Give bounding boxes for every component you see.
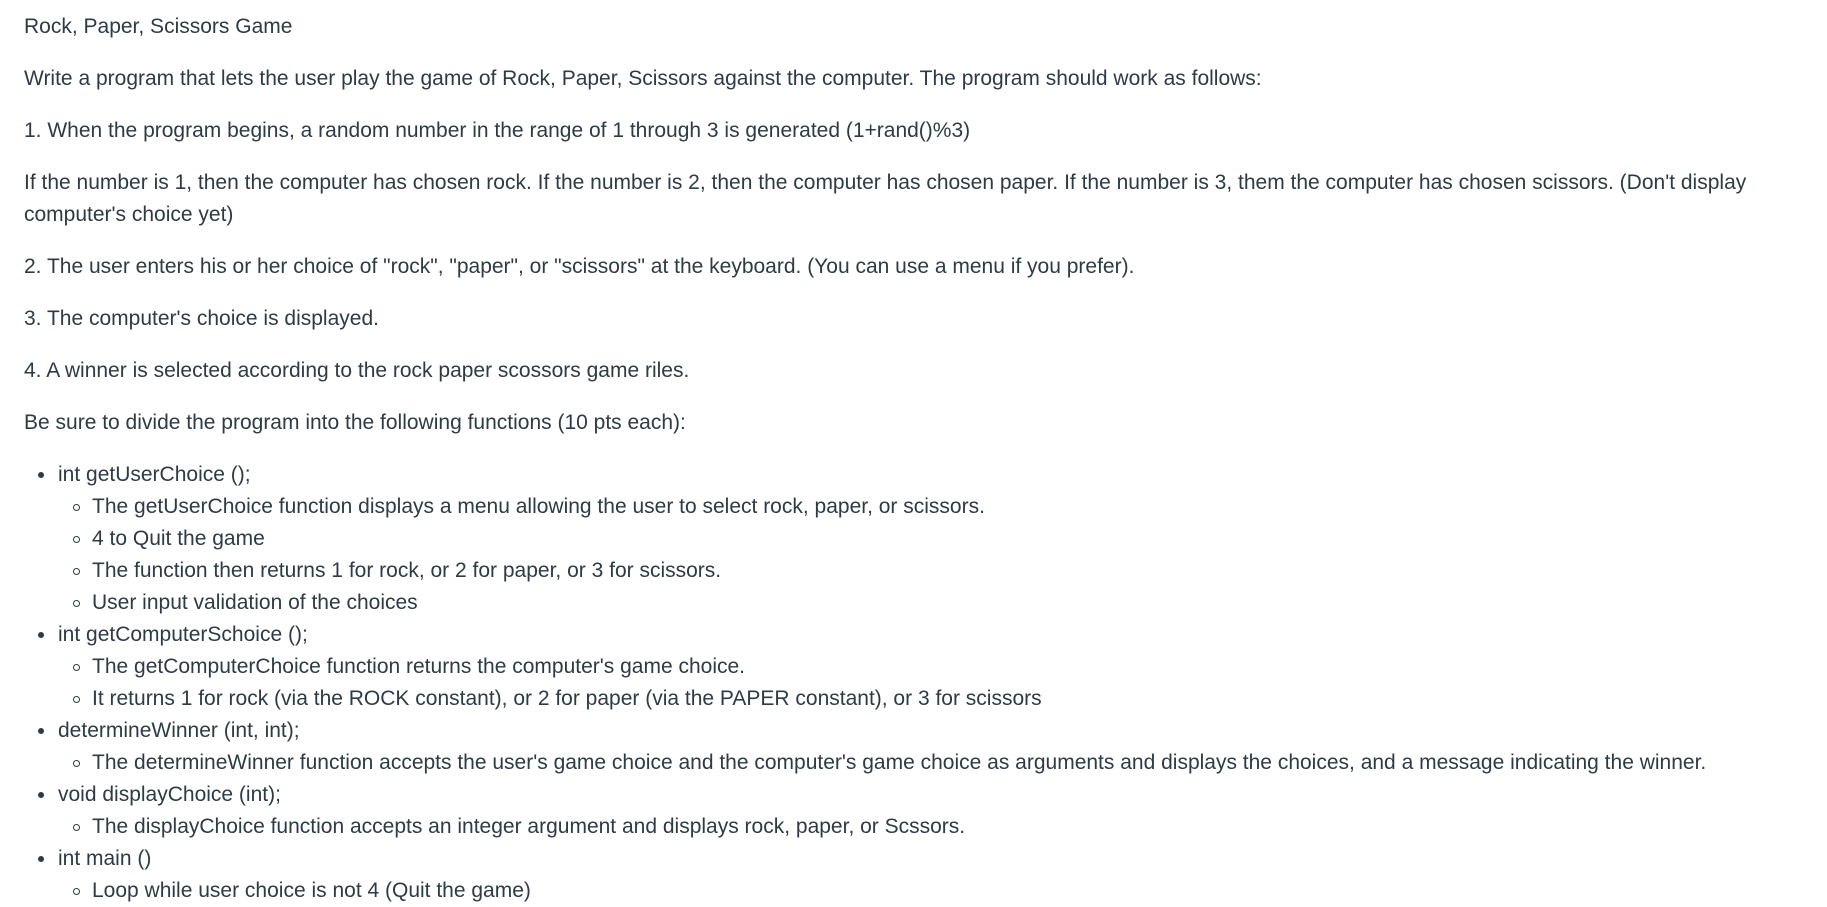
function-item-display-choice	[24, 779, 1803, 843]
functions-heading: Be sure to divide the program into the following functions (10 pts each):	[24, 411, 686, 434]
circle-bullet-icon	[73, 888, 80, 895]
circle-bullet-icon	[73, 696, 80, 703]
circle-bullet-icon	[73, 504, 80, 511]
detail-text: The displayChoice function accepts an integer argument and displays rock, paper, or Scssors.	[92, 815, 966, 838]
bullet-icon	[38, 472, 44, 478]
function-signature: int main ()	[58, 847, 152, 870]
function-signature: determineWinner (int, int);	[58, 719, 300, 742]
function-signature: void displayChoice (int);	[58, 783, 281, 806]
circle-bullet-icon	[73, 760, 80, 767]
function-details	[58, 747, 1803, 779]
function-item-determine-winner	[24, 715, 1803, 779]
detail-item	[58, 587, 1803, 619]
detail-item	[58, 555, 1803, 587]
circle-bullet-icon	[73, 536, 80, 543]
step-1-paragraph: 1. When the program begins, a random number in the range of 1 through 3 is generated (1+rand()%3)	[24, 119, 971, 142]
function-signature: int getUserChoice ();	[58, 463, 251, 486]
detail-item	[58, 651, 1803, 683]
bullet-icon	[38, 728, 44, 734]
bullet-icon	[38, 856, 44, 862]
detail-text: 4 to Quit the game	[92, 527, 265, 550]
step-4-paragraph: 4. A winner is selected according to the rock paper scossors game riles.	[24, 359, 690, 382]
function-details	[58, 651, 1803, 715]
function-details	[58, 811, 1803, 843]
detail-text: Loop while user choice is not 4 (Quit the game)	[92, 879, 531, 902]
page-title: Rock, Paper, Scissors Game	[24, 15, 293, 38]
random-choice-paragraph: If the number is 1, then the computer has chosen rock. If the number is 2, then the computer has chosen paper. If the number is 3, them the computer has chosen scissors. (Don't display computer's choice yet)	[24, 171, 1747, 226]
detail-item	[58, 875, 1803, 907]
intro-paragraph: Write a program that lets the user play the game of Rock, Paper, Scissors against the computer. The program should work as follows:	[24, 67, 1262, 90]
circle-bullet-icon	[73, 824, 80, 831]
detail-text: The function then returns 1 for rock, or 2 for paper, or 3 for scissors.	[92, 559, 722, 582]
function-item-main	[24, 843, 1803, 907]
function-item-get-user-choice	[24, 459, 1803, 619]
function-item-get-computer-choice	[24, 619, 1803, 715]
function-details	[58, 875, 1803, 907]
bullet-icon	[38, 632, 44, 638]
function-details	[58, 491, 1803, 619]
detail-text: The determineWinner function accepts the user's game choice and the computer's game choice as arguments and displays the choices, and a message indicating the winner.	[92, 751, 1707, 774]
function-signature: int getComputerSchoice ();	[58, 623, 308, 646]
bullet-icon	[38, 792, 44, 798]
detail-text: User input validation of the choices	[92, 591, 418, 614]
detail-item	[58, 523, 1803, 555]
detail-item	[58, 747, 1803, 779]
circle-bullet-icon	[73, 600, 80, 607]
detail-text: It returns 1 for rock (via the ROCK constant), or 2 for paper (via the PAPER constant), or 3 for scissors	[92, 687, 1042, 710]
circle-bullet-icon	[73, 664, 80, 671]
step-2-paragraph: 2. The user enters his or her choice of "rock", "paper", or "scissors" at the keyboard. (You can use a menu if you prefer).	[24, 255, 1135, 278]
circle-bullet-icon	[73, 568, 80, 575]
detail-item	[58, 811, 1803, 843]
function-list	[24, 459, 1803, 907]
detail-text: The getComputerChoice function returns the computer's game choice.	[92, 655, 746, 678]
step-3-paragraph: 3. The computer's choice is displayed.	[24, 307, 379, 330]
detail-item	[58, 683, 1803, 715]
detail-item	[58, 491, 1803, 523]
detail-text: The getUserChoice function displays a menu allowing the user to select rock, paper, or scissors.	[92, 495, 985, 518]
